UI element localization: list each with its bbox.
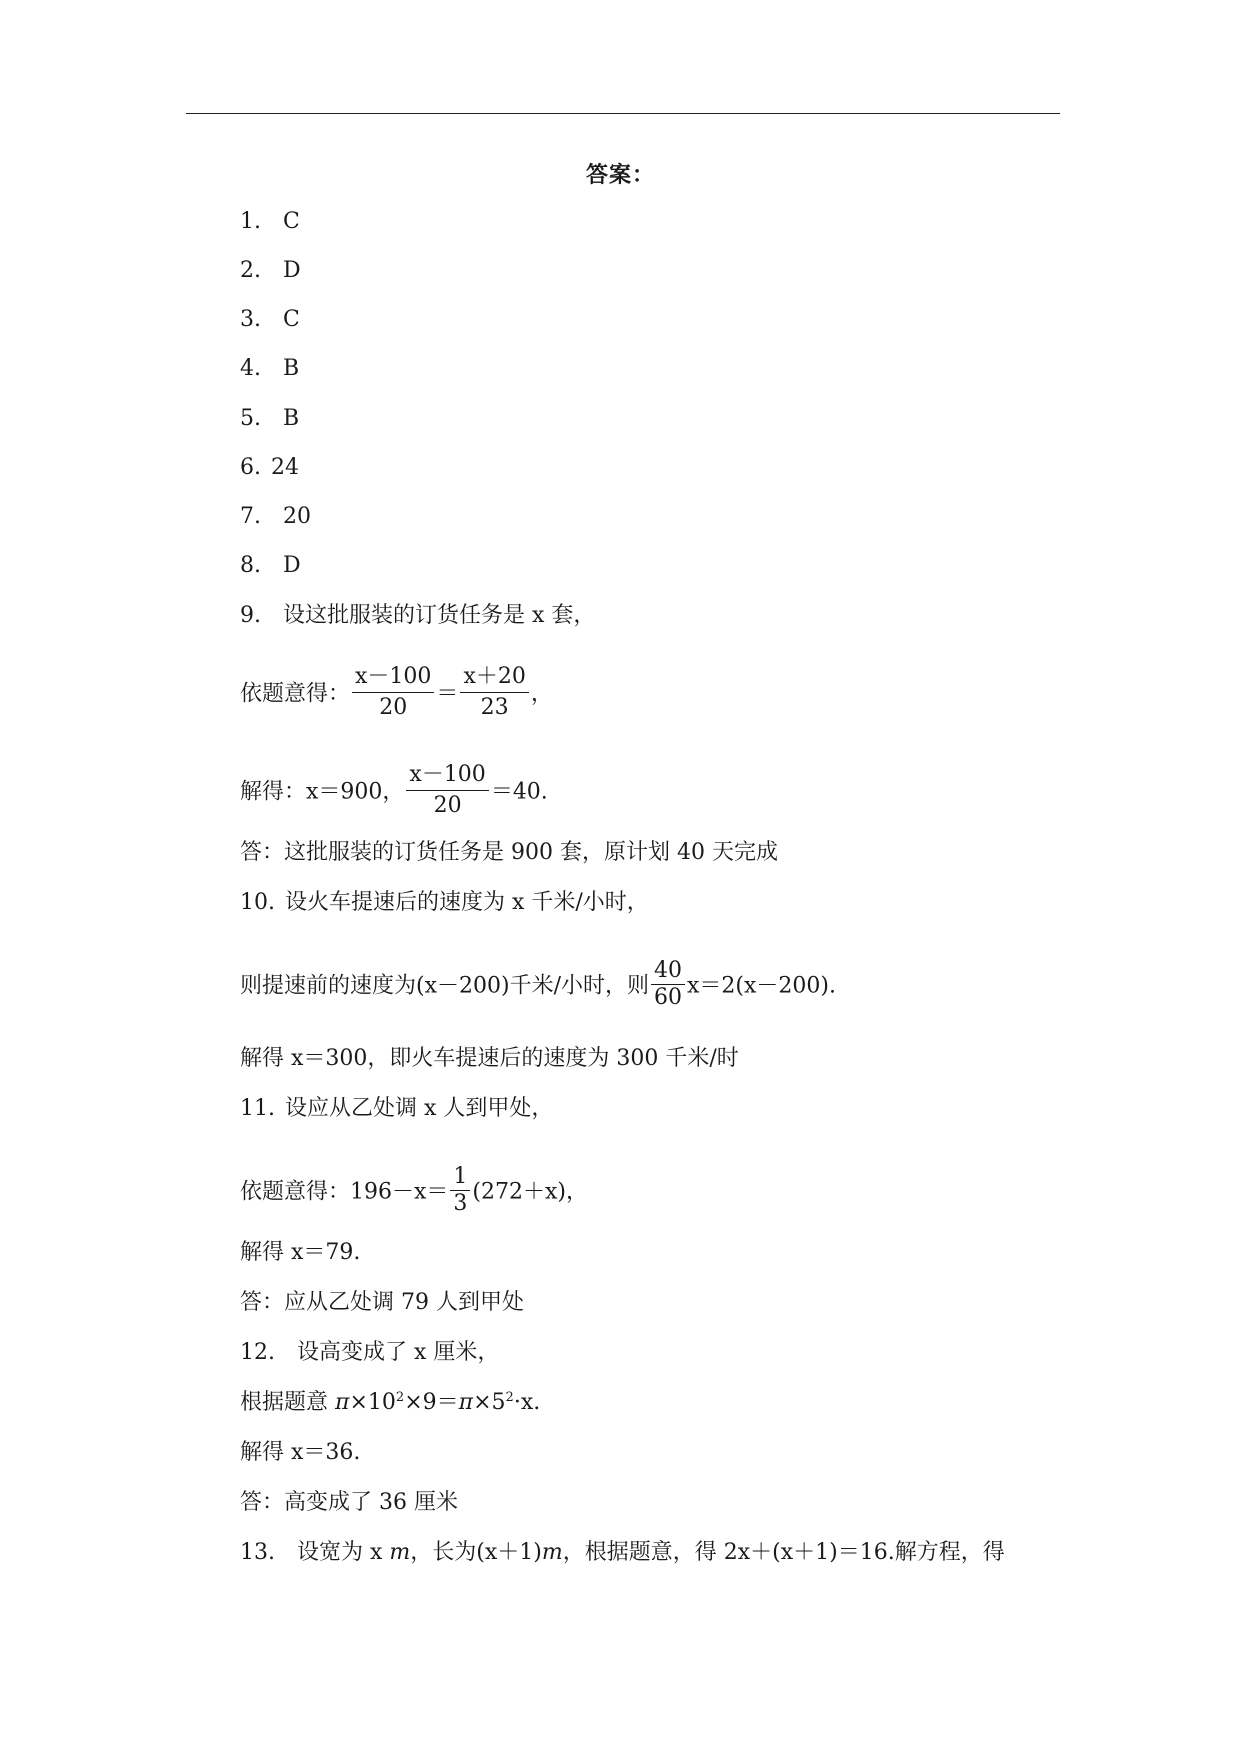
q10-line-2 — [240, 960, 836, 1013]
q11-line-3 — [240, 1239, 360, 1267]
answer-5 — [240, 405, 299, 433]
q12-expr: ·x. — [513, 1390, 541, 1415]
denominator: 60 — [653, 985, 682, 1010]
numerator: 40 — [651, 958, 685, 985]
q12-line-3 — [240, 1439, 360, 1467]
q9-solution-suffix: ＝40. — [490, 779, 548, 805]
q11-number: 11. — [240, 1096, 275, 1121]
q12-solution: 解得 x＝36. — [240, 1440, 361, 1465]
q10-line-3 — [240, 1045, 739, 1073]
pi-symbol: π — [458, 1390, 474, 1415]
answer-number: 1. — [240, 209, 261, 234]
answer-4 — [240, 355, 299, 383]
q9-prefix: 依题意得： — [240, 681, 351, 707]
numerator: 1 — [450, 1164, 470, 1191]
answer-number: 2. — [240, 258, 261, 283]
q11-prefix: 依题意得：196－x＝ — [240, 1179, 449, 1205]
denominator: 23 — [480, 695, 509, 720]
denominator: 20 — [433, 793, 462, 818]
answer-number: 4. — [240, 356, 261, 381]
q13-text: ，根据题意，得 2x＋(x＋1)＝16.解方程，得 — [562, 1540, 1005, 1565]
answer-number: 3. — [240, 307, 261, 332]
q12-number: 12. — [240, 1340, 275, 1365]
answer-text: B — [283, 356, 300, 381]
answer-text: 20 — [283, 504, 311, 529]
unit-m: m — [541, 1540, 563, 1565]
fraction — [651, 958, 685, 1011]
q9-number: 9. — [240, 603, 261, 628]
numerator: x－100 — [406, 760, 488, 791]
answer-3 — [240, 306, 300, 334]
q12-text: 设高变成了 x 厘米， — [297, 1340, 500, 1365]
answer-text: D — [283, 258, 301, 283]
answer-1 — [240, 208, 300, 236]
q12-line-4 — [240, 1489, 458, 1517]
q11-line-4 — [240, 1289, 524, 1317]
fraction — [450, 1164, 470, 1217]
q13-number: 13. — [240, 1540, 275, 1565]
answer-text: 24 — [271, 455, 299, 480]
q9-suffix: ， — [530, 681, 553, 707]
q12-line-1 — [240, 1339, 499, 1367]
answer-number: 8. — [240, 553, 261, 578]
answer-number: 7. — [240, 504, 261, 529]
q13-text: 设宽为 x — [297, 1540, 383, 1565]
answer-7 — [240, 503, 311, 531]
q11-solution: 解得 x＝79. — [240, 1240, 361, 1265]
exponent: 2 — [395, 1390, 405, 1405]
q10-suffix: x＝2(x－200). — [686, 973, 836, 999]
exponent: 2 — [505, 1390, 514, 1405]
q12-expr: ×9＝ — [404, 1390, 459, 1415]
numerator: x－100 — [352, 662, 434, 693]
q12-expr: ×5 — [473, 1390, 506, 1415]
answer-number: 5. — [240, 406, 261, 431]
q9-answer: 答：这批服装的订货任务是 900 套，原计划 40 天完成 — [240, 840, 778, 865]
answer-8 — [240, 552, 301, 580]
q9-line-2 — [240, 664, 553, 725]
answer-text: C — [283, 209, 300, 234]
q9-solution-prefix: 解得：x＝900， — [240, 779, 405, 805]
pi-symbol: π — [335, 1390, 350, 1415]
q9-line-1 — [240, 602, 595, 630]
q9-text: 设这批服装的订货任务是 x 套， — [283, 603, 596, 628]
q12-expr: ×10 — [349, 1390, 396, 1415]
denominator: 3 — [453, 1191, 468, 1216]
equals: ＝ — [436, 681, 459, 707]
q10-text: 设火车提速后的速度为 x 千米/小时， — [285, 890, 649, 915]
q11-suffix: (272＋x)， — [472, 1179, 588, 1205]
q11-answer: 答：应从乙处调 79 人到甲处 — [240, 1290, 524, 1315]
answer-text: D — [283, 553, 301, 578]
q13-line-1 — [240, 1539, 1005, 1567]
fraction — [352, 662, 434, 723]
q10-number: 10. — [240, 890, 275, 915]
q9-line-4 — [240, 839, 778, 867]
answer-6 — [240, 454, 299, 482]
q11-text: 设应从乙处调 x 人到甲处， — [285, 1096, 554, 1121]
q12-answer: 答：高变成了 36 厘米 — [240, 1490, 458, 1515]
unit-m: m — [389, 1540, 411, 1565]
numerator: x＋20 — [460, 662, 528, 693]
q11-line-2 — [240, 1166, 588, 1219]
q12-line-2 — [240, 1389, 540, 1417]
answer-text: B — [283, 406, 300, 431]
q10-answer: 解得 x＝300，即火车提速后的速度为 300 千米/时 — [240, 1046, 739, 1071]
fraction — [460, 662, 528, 723]
page-title: 答案： — [585, 163, 655, 188]
answer-2 — [240, 257, 301, 285]
answer-number: 6. — [240, 455, 261, 480]
q10-prefix: 则提速前的速度为(x－200)千米/小时，则 — [240, 973, 649, 999]
q11-line-1 — [240, 1095, 553, 1123]
answer-text: C — [283, 307, 300, 332]
q12-prefix: 根据题意 — [240, 1390, 329, 1415]
q10-line-1 — [240, 889, 649, 917]
fraction — [406, 760, 488, 821]
q13-text: ，长为(x＋1) — [410, 1540, 542, 1565]
q9-line-3 — [240, 762, 548, 823]
denominator: 20 — [379, 695, 408, 720]
header-rule — [186, 113, 1060, 114]
